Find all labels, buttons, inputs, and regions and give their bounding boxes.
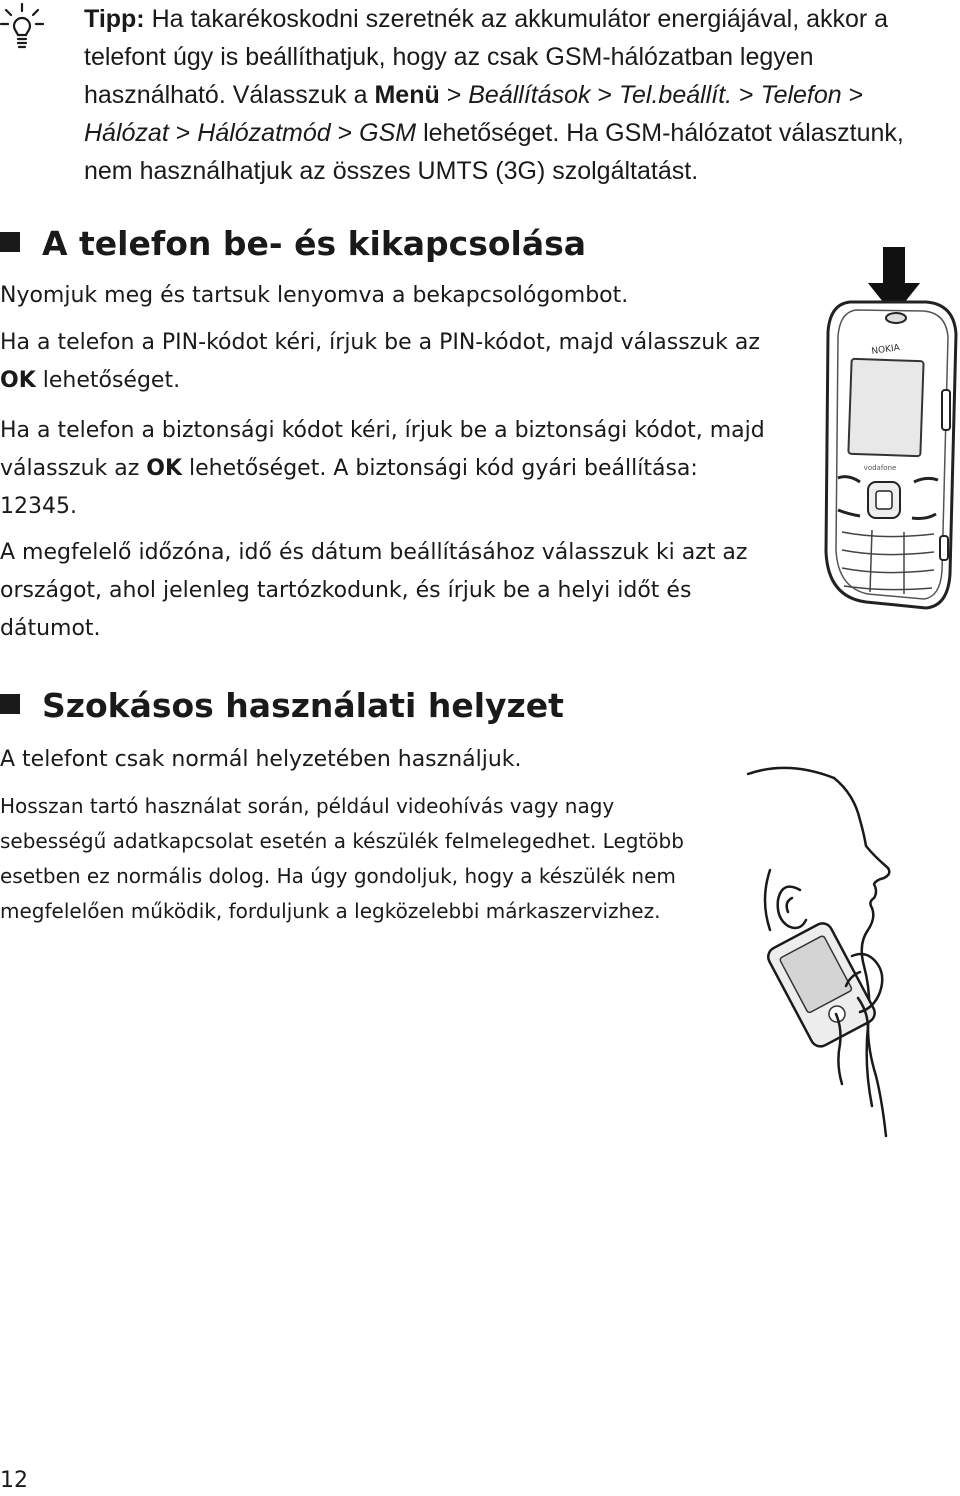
tip-sep: > xyxy=(841,81,864,109)
menu-path-phone-settings: Tel.beállít. xyxy=(619,81,733,109)
tip-paragraph xyxy=(84,0,944,190)
pin-text-2: lehetőséget. xyxy=(35,368,181,393)
tip-text-2: lehetőséget. Ha GSM-hálózatot választunk, nem használhatjuk az összes UMTS (3G) szolgáltatást. xyxy=(84,119,904,185)
paragraph-time-zone: A megfelelő időzóna, idő és dátum beállításához válasszuk ki azt az országot, ahol jelenleg tartózkodunk, és írjuk be a helyi időt és dátumot. xyxy=(0,540,748,641)
tip-text-1: Ha takarékoskodni szeretnék az akkumulátor energiájával, akkor a telefont úgy is beállíthatjuk, hogy az csak GSM-hálózatban legyen használható. Válasszuk a xyxy=(84,5,889,109)
paragraph-pin-code xyxy=(0,324,790,400)
tip-sep: > xyxy=(439,81,469,109)
ok-softkey-label: OK xyxy=(146,456,183,481)
menu-path-network-mode: Hálózatmód xyxy=(197,119,331,147)
heading-bullet-icon xyxy=(0,694,20,714)
menu-path-gsm: GSM xyxy=(359,119,417,147)
page-number: 12 xyxy=(0,1468,28,1493)
menu-path-phone: Telefon xyxy=(760,81,842,109)
tip-sep: > xyxy=(330,119,360,147)
phone-power-key-illustration xyxy=(820,240,960,610)
security-text-2: lehetőséget. A biztonsági kód gyári beállítása: 12345. xyxy=(0,456,698,519)
tip-sep: > xyxy=(732,81,761,109)
section-title: A telefon be- és kikapcsolása xyxy=(42,224,587,263)
menu-path-network: Hálózat xyxy=(84,119,169,147)
security-text-1: Ha a telefon a biztonsági kódot kéri, írjuk be a biztonsági kódot, majd válasszuk az xyxy=(0,418,765,481)
menu-path-menu: Menü xyxy=(374,81,440,109)
operator-logo-label: vodafone xyxy=(863,464,897,472)
tip-sep: > xyxy=(590,81,620,109)
paragraph-security-code xyxy=(0,412,770,526)
section-title: Szokásos használati helyzet xyxy=(42,686,564,725)
phone-brand-label: NOKIA xyxy=(870,343,901,357)
section-heading-normal-position xyxy=(0,686,564,725)
menu-path-settings: Beállítások xyxy=(468,81,591,109)
lightbulb-tip-icon xyxy=(0,2,44,52)
tip-sep: > xyxy=(168,119,198,147)
heading-bullet-icon xyxy=(0,232,20,252)
paragraph-heat-warning: Hosszan tartó használat során, például videohívás vagy nagy sebességű adatkapcsolat esetén a készülék felmelegedhet. Legtöbb esetben ez normális dolog. Ha úgy gondoljuk, hogy a készülék nem megfelelően működik, forduljunk a legközelebbi márkaszervizhez. xyxy=(0,794,684,923)
paragraph-normal-position: A telefont csak normál helyzetében használjuk. xyxy=(0,747,522,772)
paragraph-press-power: Nyomjuk meg és tartsuk lenyomva a bekapcsológombot. xyxy=(0,283,629,308)
tip-label: Tipp: xyxy=(84,5,145,33)
ok-softkey-label: OK xyxy=(0,368,36,393)
section-heading-power xyxy=(0,224,586,263)
head-holding-phone-illustration xyxy=(740,760,960,1140)
pin-text-1: Ha a telefon a PIN-kódot kéri, írjuk be a PIN-kódot, majd válasszuk az xyxy=(0,330,760,355)
